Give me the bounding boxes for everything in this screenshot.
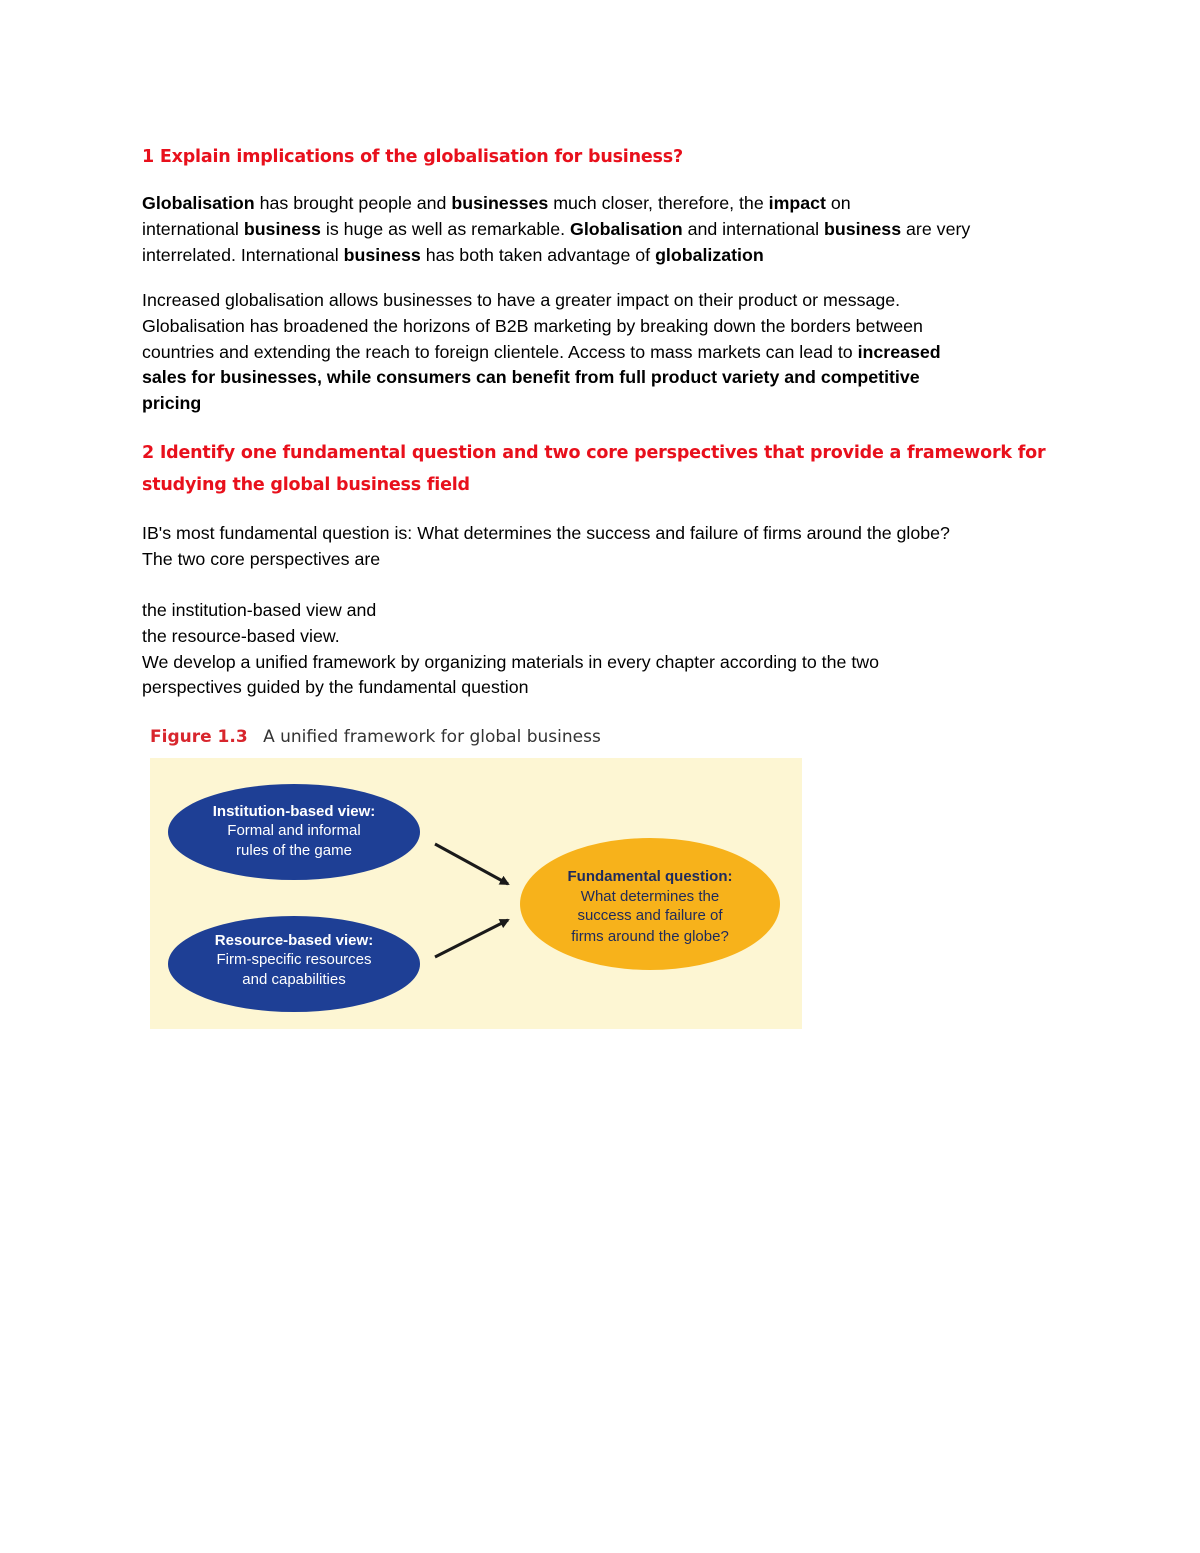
resource-based-view-line: Firm-specific resources [216, 951, 372, 968]
institution-based-view-line: rules of the game [236, 842, 352, 859]
text-run: countries and extending the reach to foreign clientele. Access to mass markets can lead to [142, 341, 858, 362]
paragraph-line [142, 288, 1062, 314]
text-run: has brought people and [254, 193, 452, 213]
text-run: are very [901, 218, 971, 239]
paragraph-line [142, 243, 1062, 269]
text-run: Globalisation has broadened the horizons of B2B marketing by breaking down the borders between [142, 315, 923, 336]
question-2-heading-line: 2 Identify one fundamental question and two core perspectives that provide a framework for [142, 443, 1046, 463]
question-1-paragraph-1 [142, 191, 1062, 268]
question-2-heading-line: studying the global business field [142, 475, 470, 495]
figure-1-3 [150, 722, 802, 1029]
text-run: on [825, 193, 851, 213]
figure-number: Figure 1.3 [150, 727, 248, 747]
framework-diagram [150, 758, 802, 1029]
paragraph-line [142, 391, 1062, 417]
text-run: is huge as well as remarkable. [320, 218, 570, 239]
question-1-paragraph-2 [142, 288, 1062, 417]
paragraph-line [142, 340, 1062, 366]
bold-text: increased [857, 341, 941, 362]
resource-based-view-heading: Resource-based view: [214, 932, 374, 949]
institution-based-view-line: Formal and informal [227, 822, 361, 839]
paragraph-line [142, 217, 1062, 243]
answer-line: IB's most fundamental question is: What determines the success and failure of firms around the globe? [142, 523, 950, 543]
bold-text: business [824, 218, 902, 239]
perspective-line: the institution-based view and [142, 600, 377, 620]
question-2-answer [142, 521, 1062, 573]
bold-text: impact [768, 193, 826, 213]
question-1-heading: 1 Explain implications of the globalisation for business? [142, 147, 683, 167]
bold-text: Globalisation [569, 218, 683, 239]
bold-text: business [343, 244, 421, 265]
perspectives-list [142, 598, 1062, 701]
framework-line: We develop a unified framework by organizing materials in every chapter according to the two [142, 651, 879, 672]
paragraph-line [142, 191, 1062, 217]
framework-line: perspectives guided by the fundamental question [142, 677, 529, 698]
text-run: international [142, 218, 244, 239]
figure-title: A unified framework for global business [263, 727, 601, 747]
fundamental-question-line: What determines the [580, 888, 720, 905]
framework-diagram-svg [150, 758, 802, 1029]
perspective-line: the resource-based view. [142, 625, 340, 646]
figure-caption [150, 722, 802, 752]
paragraph-line [142, 314, 1062, 340]
bold-text: businesses [451, 193, 549, 213]
text-run: has both taken advantage of [420, 244, 656, 265]
bold-text: globalization [655, 244, 764, 265]
text-run: much closer, therefore, the [548, 193, 769, 213]
question-2-heading [142, 437, 1045, 501]
answer-line: The two core perspectives are [142, 548, 381, 569]
text-run: interrelated. International [142, 244, 344, 265]
bold-text: pricing [142, 393, 202, 414]
fundamental-question-line: firms around the globe? [571, 928, 729, 945]
paragraph-line [142, 365, 1062, 391]
text-run: and international [682, 218, 824, 239]
institution-based-view-heading: Institution-based view: [212, 803, 376, 820]
resource-based-view-line: and capabilities [242, 971, 346, 988]
bold-text: sales for businesses, while consumers can benefit from full product variety and competitive [142, 367, 920, 388]
fundamental-question-heading: Fundamental question: [567, 868, 733, 885]
bold-text: business [243, 218, 321, 239]
bold-text: Globalisation [142, 193, 255, 213]
text-run: Increased globalisation allows businesses to have a greater impact on their product or message. [142, 290, 901, 310]
fundamental-question-line: success and failure of [577, 907, 723, 924]
